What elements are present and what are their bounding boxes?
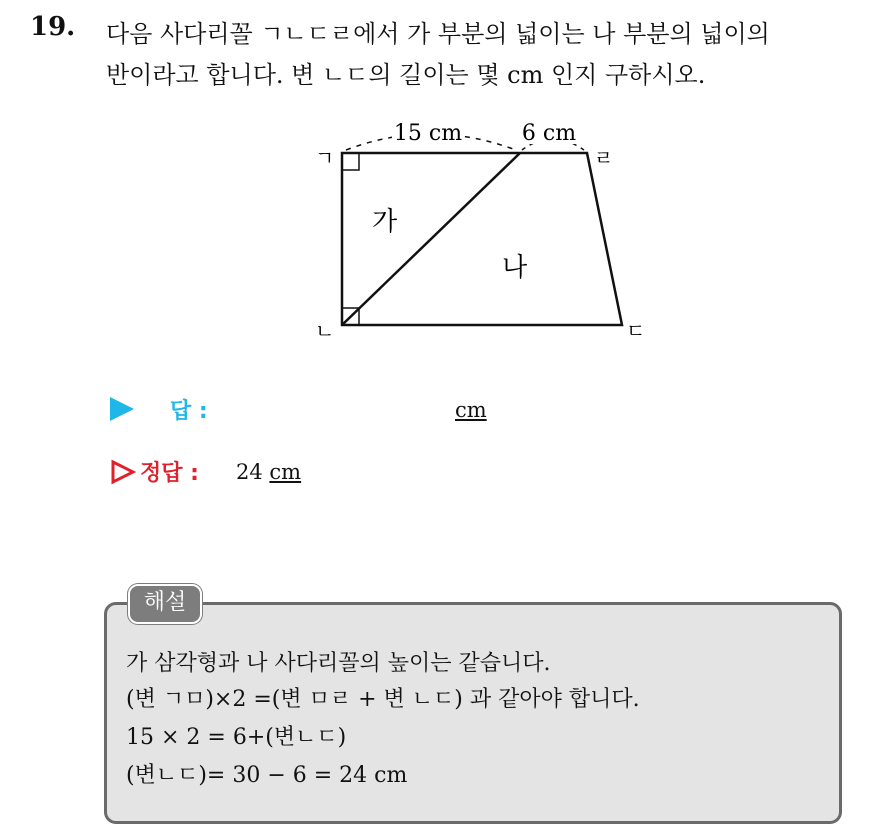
solution-line2: (변 ㄱㅁ)×2 =(변 ㅁㄹ + 변 ㄴㄷ) 과 같아야 합니다. — [126, 687, 640, 712]
answer-arrow-icon — [110, 397, 134, 421]
vertex-label-c: ㄷ — [626, 319, 646, 343]
correct-answer-unit: cm — [269, 460, 302, 484]
correct-arrow-icon — [110, 459, 136, 485]
trapezoid-outline — [342, 153, 622, 325]
solution-line4: (변ㄴㄷ)= 30 − 6 = 24 cm — [126, 763, 408, 788]
answer-unit: cm — [455, 398, 487, 422]
right-angle-mark-top — [342, 153, 359, 170]
trapezoid-figure — [0, 0, 884, 400]
correct-answer-label: 정답 : — [140, 461, 199, 486]
label-15cm: 15 cm — [393, 121, 463, 146]
vertex-label-b: ㄴ — [315, 319, 335, 343]
solution-tab: 해설 — [128, 584, 202, 624]
region-label-na: 나 — [502, 253, 528, 283]
answer-label: 답 : — [170, 399, 208, 424]
diagonal-line — [342, 153, 520, 325]
correct-answer-number: 24 — [236, 460, 263, 484]
solution-line3: 15 × 2 = 6+(변ㄴㄷ) — [126, 725, 347, 750]
question-number: 19. — [30, 12, 76, 42]
vertex-label-a: ㄱ — [315, 146, 335, 170]
region-label-ga: 가 — [372, 207, 398, 237]
correct-answer-value — [236, 460, 301, 484]
solution-box — [104, 602, 842, 824]
label-6cm: 6 cm — [521, 121, 577, 146]
solution-line1: 가 삼각형과 나 사다리꼴의 높이는 같습니다. — [126, 651, 551, 676]
question-text-line1: 다음 사다리꼴 ㄱㄴㄷㄹ에서 가 부분의 넓이는 나 부분의 넓이의 — [106, 20, 770, 48]
question-text-line2: 반이라고 합니다. 변 ㄴㄷ의 길이는 몇 cm 인지 구하시오. — [106, 61, 706, 89]
vertex-label-d: ㄹ — [594, 146, 614, 170]
